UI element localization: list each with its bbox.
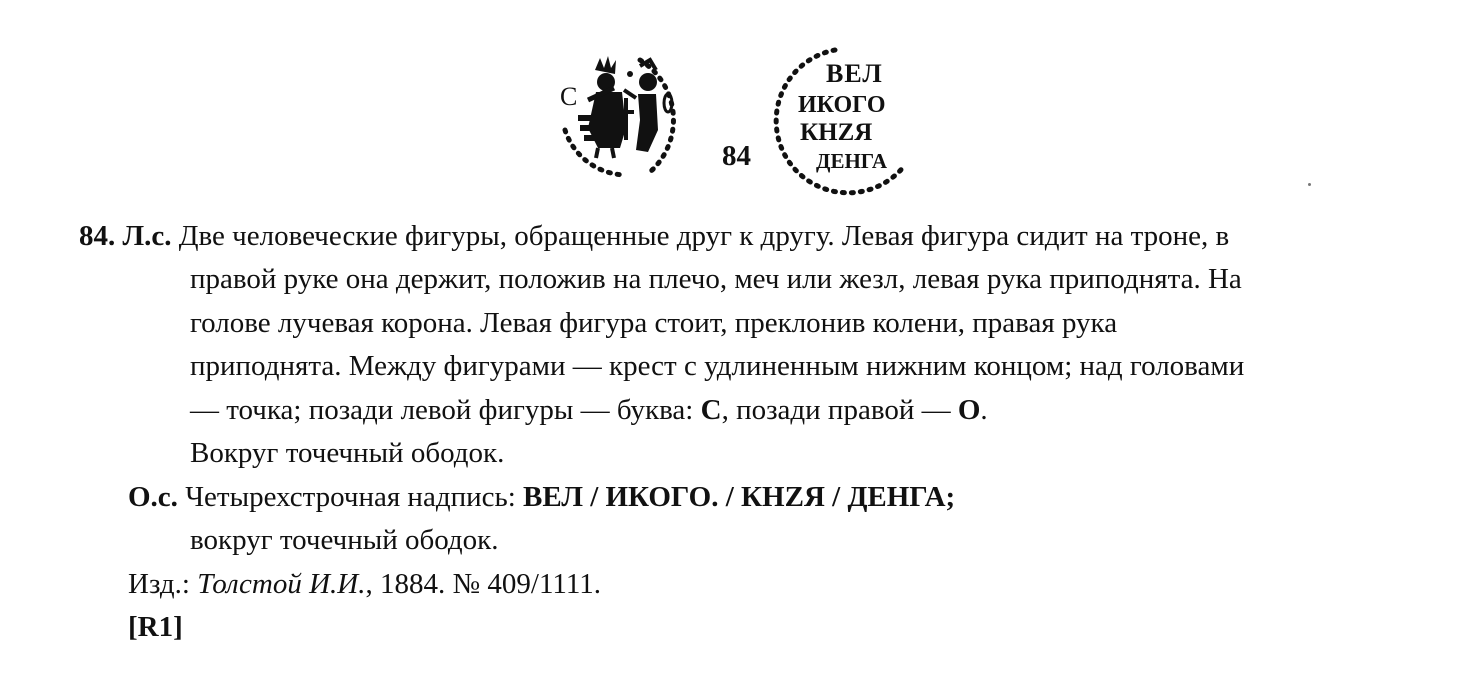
reverse-inscription-line-1: ВЕЛ <box>826 59 883 88</box>
entry-line-1 <box>79 215 1229 259</box>
obverse-label: Л.с. <box>122 220 172 252</box>
reverse-inscription-line-2: ИКОГО <box>798 92 886 118</box>
speck <box>1308 183 1311 186</box>
obverse-text-line-3: голове лучевая корона. Левая фигура стоит, преклонив колени, правая рука <box>190 307 1118 339</box>
obverse-rim-text: Вокруг точечный ободок. <box>190 437 505 469</box>
reverse-label: О.с. <box>128 481 178 513</box>
reverse-text: Четырехстрочная надпись: <box>185 481 524 513</box>
coin-reverse-drawing <box>776 50 905 193</box>
svg-text:С: С <box>560 82 578 111</box>
reverse-inscription-line-4: ДЕНГА <box>816 149 888 173</box>
reverse-inscription-line-3: КНZЯ <box>800 119 873 146</box>
obverse-text-line-2: правой руке она держит, положив на плечо, меч или жезл, левая рука приподнята. На <box>190 263 1242 295</box>
publication-author: Толстой И.И. <box>197 568 366 600</box>
letter-left: С <box>700 394 722 426</box>
figure-number: 84 <box>722 140 751 172</box>
rarity-mark: [R1] <box>128 611 183 643</box>
obverse-text-line-1: Две человеческие фигуры, обращенные друг к другу. Левая фигура сидит на троне, в <box>178 220 1230 252</box>
obverse-line5-text: — точка; позади левой фигуры — буква: <box>190 394 701 426</box>
obverse-line5-end: . <box>980 394 988 426</box>
entry-number: 84. <box>79 220 116 252</box>
reverse-inscription: ВЕЛ / ИКОГО. / КНZЯ / ДЕНГА; <box>523 481 956 513</box>
reverse-line <box>128 476 955 520</box>
publication-line <box>128 563 601 607</box>
obverse-line5-mid: , позади правой — <box>721 394 958 426</box>
publication-rest: , 1884. № 409/1111. <box>365 568 601 600</box>
coin-obverse-drawing <box>560 56 673 175</box>
obverse-text-line-4: приподнята. Между фигурами — крест с удлиненным нижним концом; над головами <box>190 350 1245 382</box>
obverse-text-line-5 <box>190 389 988 433</box>
publication-label: Изд.: <box>128 568 190 600</box>
reverse-rim-text: вокруг точечный ободок. <box>190 524 499 556</box>
letter-right: О <box>957 394 981 426</box>
